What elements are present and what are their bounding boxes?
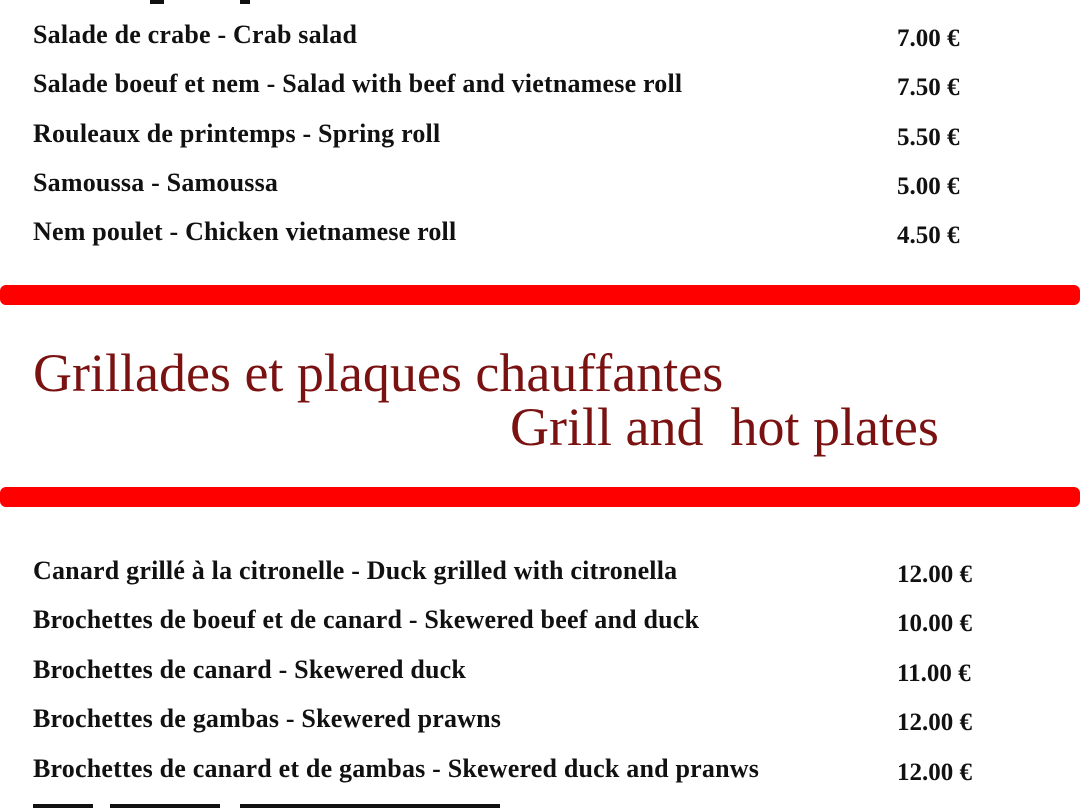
- menu-item: [33, 69, 1033, 105]
- section-divider: [0, 487, 1080, 507]
- menu-item: [33, 119, 1033, 155]
- item-price: 4.50 €: [897, 222, 960, 249]
- item-name: Brochettes de canard et de gambas - Skewered duck and pranws: [33, 754, 760, 783]
- item-price: 10.00 €: [897, 610, 972, 637]
- item-price: 7.00 €: [897, 25, 960, 52]
- menu-item: [33, 556, 1033, 592]
- section-title-en: Grill and hot plates: [510, 397, 939, 457]
- cropped-text-remnant: [110, 804, 220, 808]
- cropped-text-remnant: [150, 0, 164, 4]
- menu-item: [33, 704, 1033, 740]
- cropped-text-remnant: [240, 804, 500, 808]
- item-name: Nem poulet - Chicken vietnamese roll: [33, 217, 457, 246]
- menu-item: [33, 217, 1033, 253]
- item-price: 12.00 €: [897, 759, 972, 786]
- item-price: 5.00 €: [897, 173, 960, 200]
- item-price: 5.50 €: [897, 124, 960, 151]
- item-name: Brochettes de canard - Skewered duck: [33, 655, 467, 684]
- item-name: Brochettes de boeuf et de canard - Skewered beef and duck: [33, 605, 700, 634]
- section-title-fr: Grillades et plaques chauffantes: [33, 343, 724, 403]
- section-divider: [0, 285, 1080, 305]
- menu-item: [33, 655, 1033, 691]
- menu-item: [33, 754, 1033, 790]
- item-price: 11.00 €: [897, 660, 971, 687]
- menu-item: [33, 605, 1033, 641]
- menu-item: [33, 168, 1033, 204]
- cropped-text-remnant: [240, 0, 250, 4]
- item-name: Salade de crabe - Crab salad: [33, 20, 358, 49]
- item-price: 12.00 €: [897, 561, 972, 588]
- item-price: 12.00 €: [897, 709, 972, 736]
- cropped-text-remnant: [33, 804, 93, 808]
- item-name: Samoussa - Samoussa: [33, 168, 279, 197]
- item-name: Canard grillé à la citronelle - Duck grilled with citronella: [33, 556, 678, 585]
- item-name: Rouleaux de printemps - Spring roll: [33, 119, 441, 148]
- item-name: Brochettes de gambas - Skewered prawns: [33, 704, 502, 733]
- item-price: 7.50 €: [897, 74, 960, 101]
- item-name: Salade boeuf et nem - Salad with beef and vietnamese roll: [33, 69, 683, 98]
- menu-item: [33, 20, 1033, 56]
